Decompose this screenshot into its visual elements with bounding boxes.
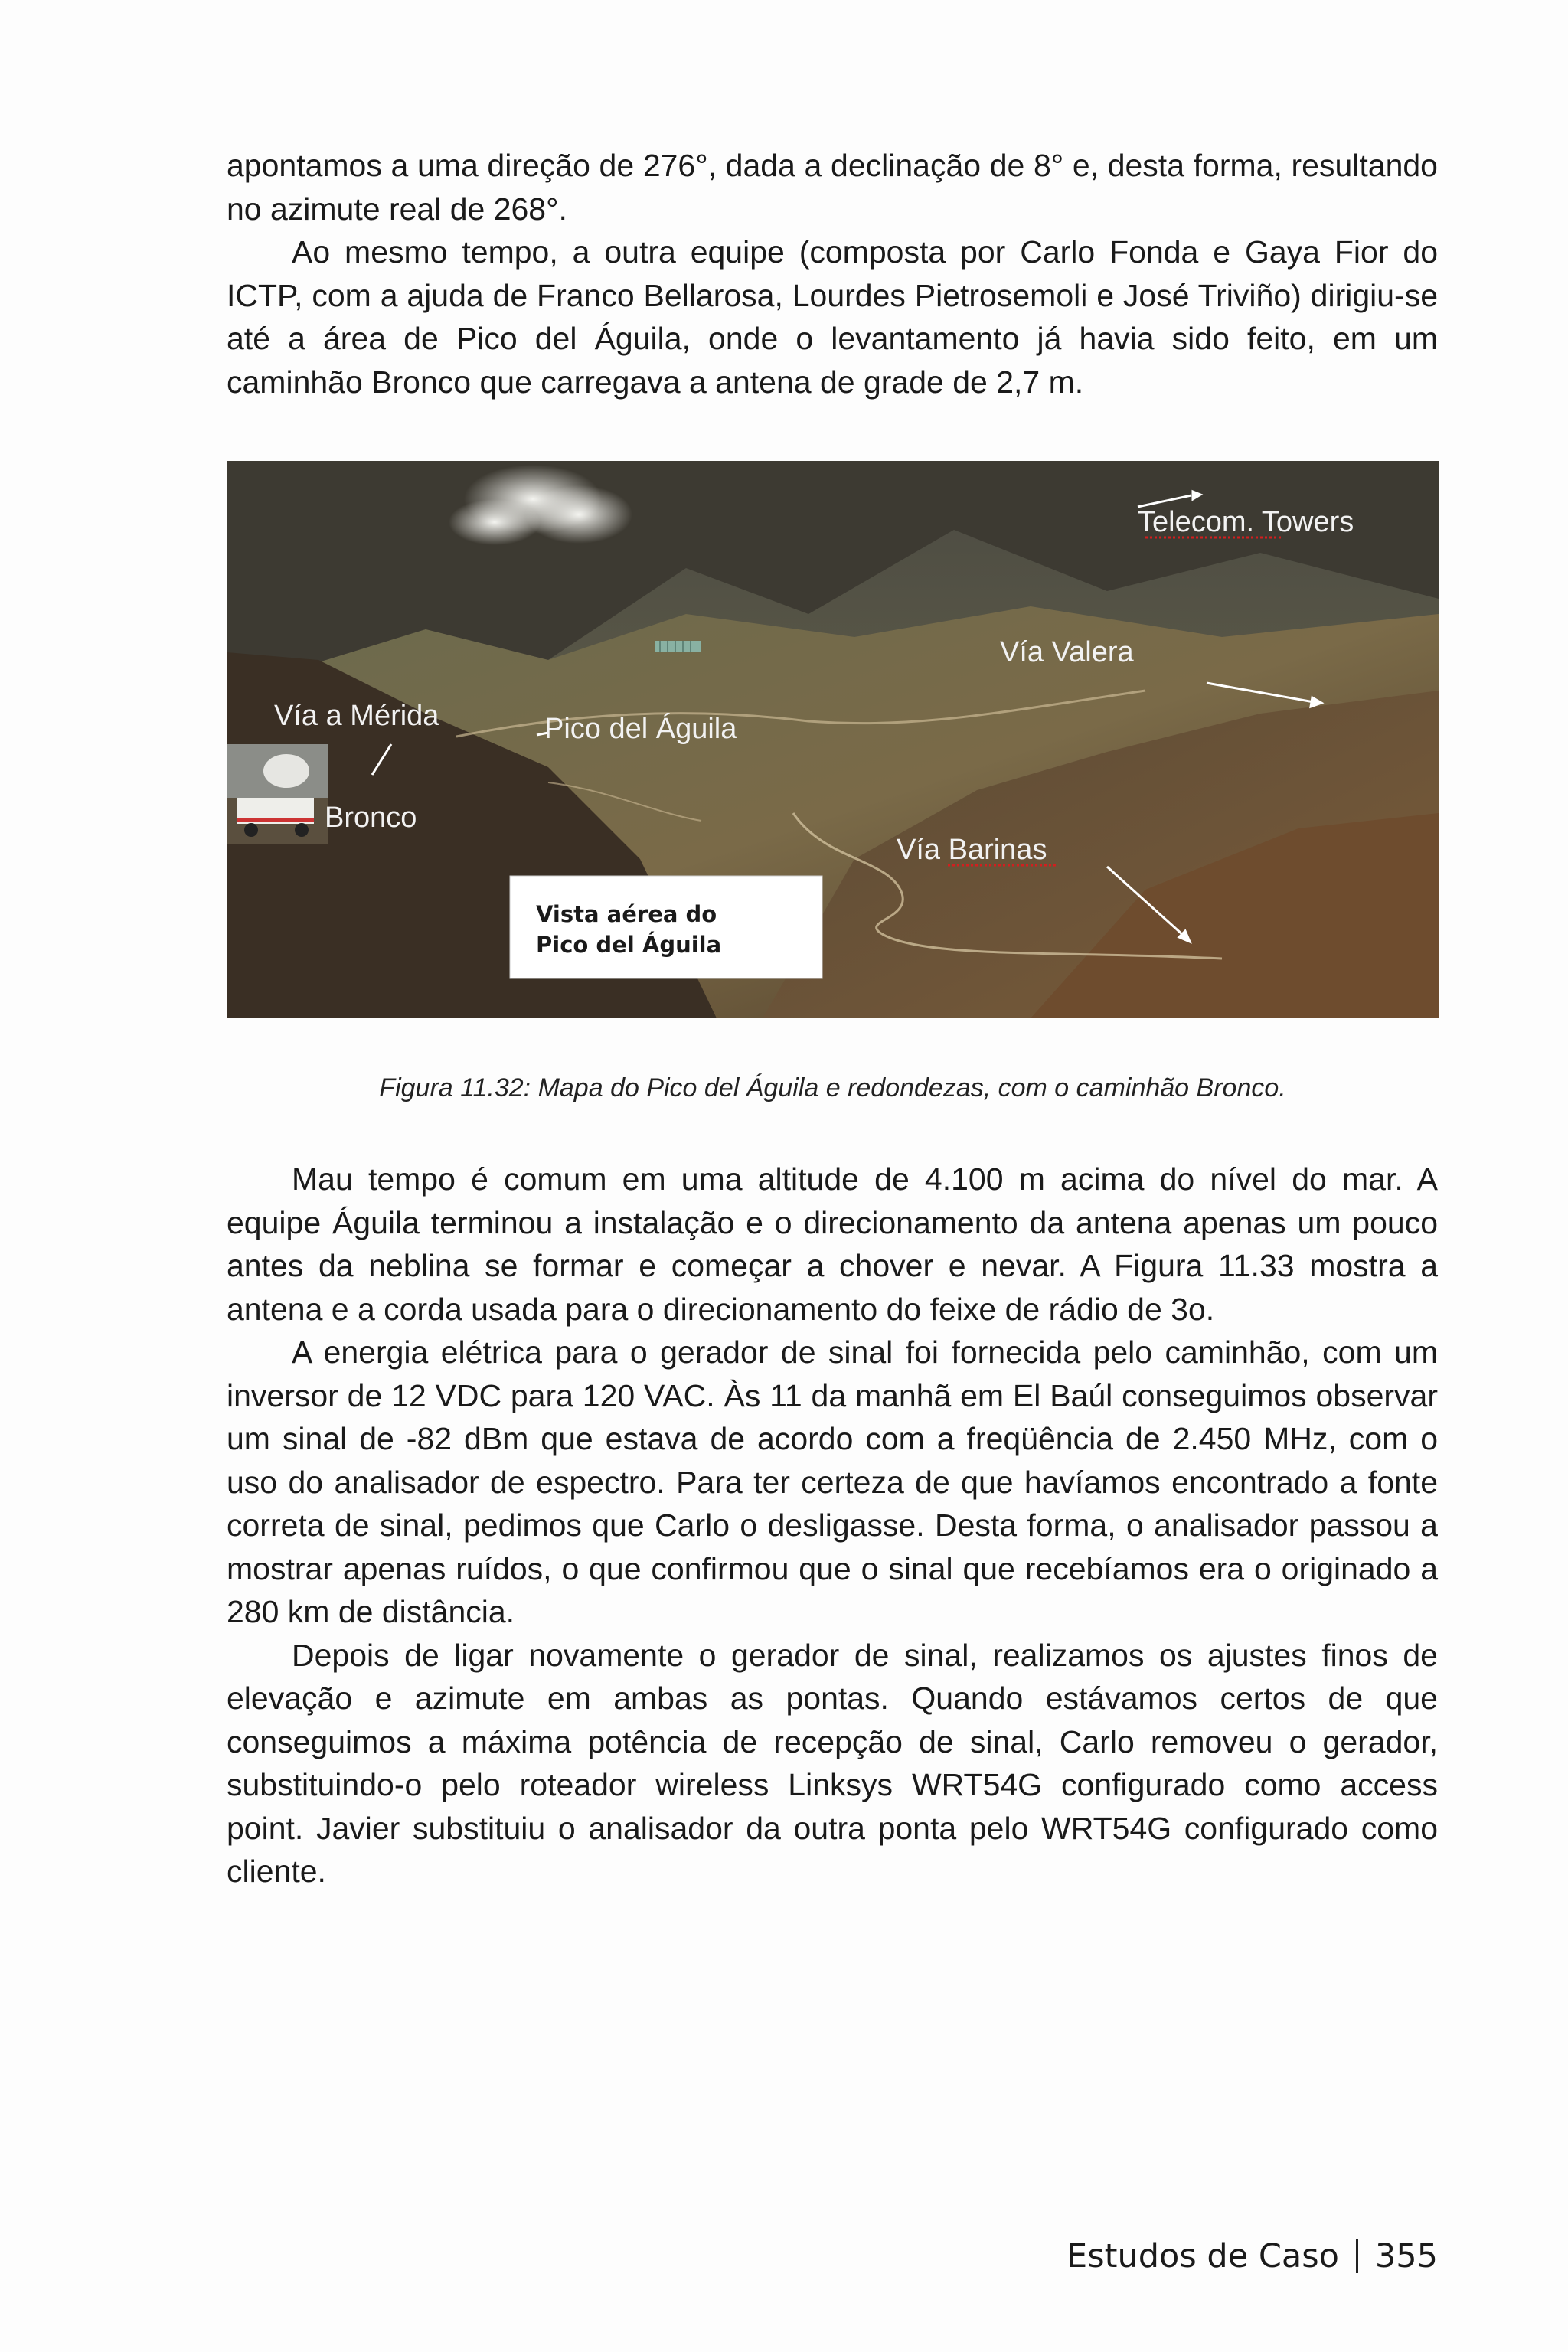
page-number: 355 (1374, 2237, 1438, 2275)
figure-legend-box (510, 876, 822, 978)
legend-line-1: Vista aérea do (536, 901, 717, 927)
label-telecom-towers: Telecom. Towers (1138, 506, 1354, 538)
aerial-photo-figure (227, 461, 1439, 1018)
figure-caption: Figura 11.32: Mapa do Pico del Águila e redondezas, com o caminhão Bronco. (379, 1073, 1286, 1102)
paragraph: Depois de ligar novamente o gerador de sinal, realizamos os ajustes finos de elevação e azimute em ambas as pontas. Quando estávamos certos de que conseguimos a máxima potência de recepção de sinal, Carlo removeu o gerador, substituindo-o pelo roteador wireless Linksys WRT54G configurado como access point. Javier substituiu o analisador da outra ponta pelo WRT54G configurado como cliente. (227, 1637, 1438, 1889)
paragraph: Ao mesmo tempo, a outra equipe (composta por Carlo Fonda e Gaya Fior do ICTP, com a ajuda de Franco Bellarosa, Lourdes Pietrosemoli e José Triviño) dirigiu-se até a área de Pico del Águila, onde o levantamento já havia sido feito, em um caminhão Bronco que carregava a antena de grade de 2,7 m. (227, 234, 1438, 400)
footer-section-title: Estudos de Caso (1067, 2237, 1339, 2275)
paragraph: Mau tempo é comum em uma altitude de 4.100 m acima do nível do mar. A equipe Águila terminou a instalação e o direcionamento da antena apenas um pouco antes da neblina se formar e começar a chover e nevar. A Figura 11.33 mostra a antena e a corda usada para o direcionamento do feixe de rádio de 3o. (227, 1161, 1438, 1327)
footer-separator (1356, 2239, 1358, 2273)
page-footer (1067, 2237, 1438, 2275)
text-block-bottom (227, 1158, 1438, 1893)
label-via-merida: Vía a Mérida (274, 700, 439, 732)
label-via-valera: Vía Valera (1000, 636, 1134, 668)
legend-line-2: Pico del Águila (536, 932, 722, 958)
label-bronco: Bronco (325, 802, 417, 834)
paragraph: apontamos a uma direção de 276°, dada a declinação de 8° e, desta forma, resultando no azimute real de 268°. (227, 148, 1438, 227)
aerial-photo (227, 461, 1439, 1018)
truck-inset-image (227, 744, 328, 844)
label-pico-del-aguila: Pico del Águila (544, 713, 737, 745)
paragraph: A energia elétrica para o gerador de sinal foi fornecida pelo caminhão, com um inversor de 12 VDC para 120 VAC. Às 11 da manhã em El Baúl conseguimos observar um sinal de -82 dBm que estava de acordo com a freqüência de 2.450 MHz, com o uso do analisador de espectro. Para ter certeza de que havíamos encontrado a fonte correta de sinal, pedimos que Carlo o desligasse. Desta forma, o analisador passou a mostrar apenas ruídos, o que confirmou que o sinal que recebíamos era o originado a 280 km de distância. (227, 1334, 1438, 1629)
label-via-barinas: Vía Barinas (897, 834, 1047, 866)
text-block-top (227, 144, 1438, 403)
